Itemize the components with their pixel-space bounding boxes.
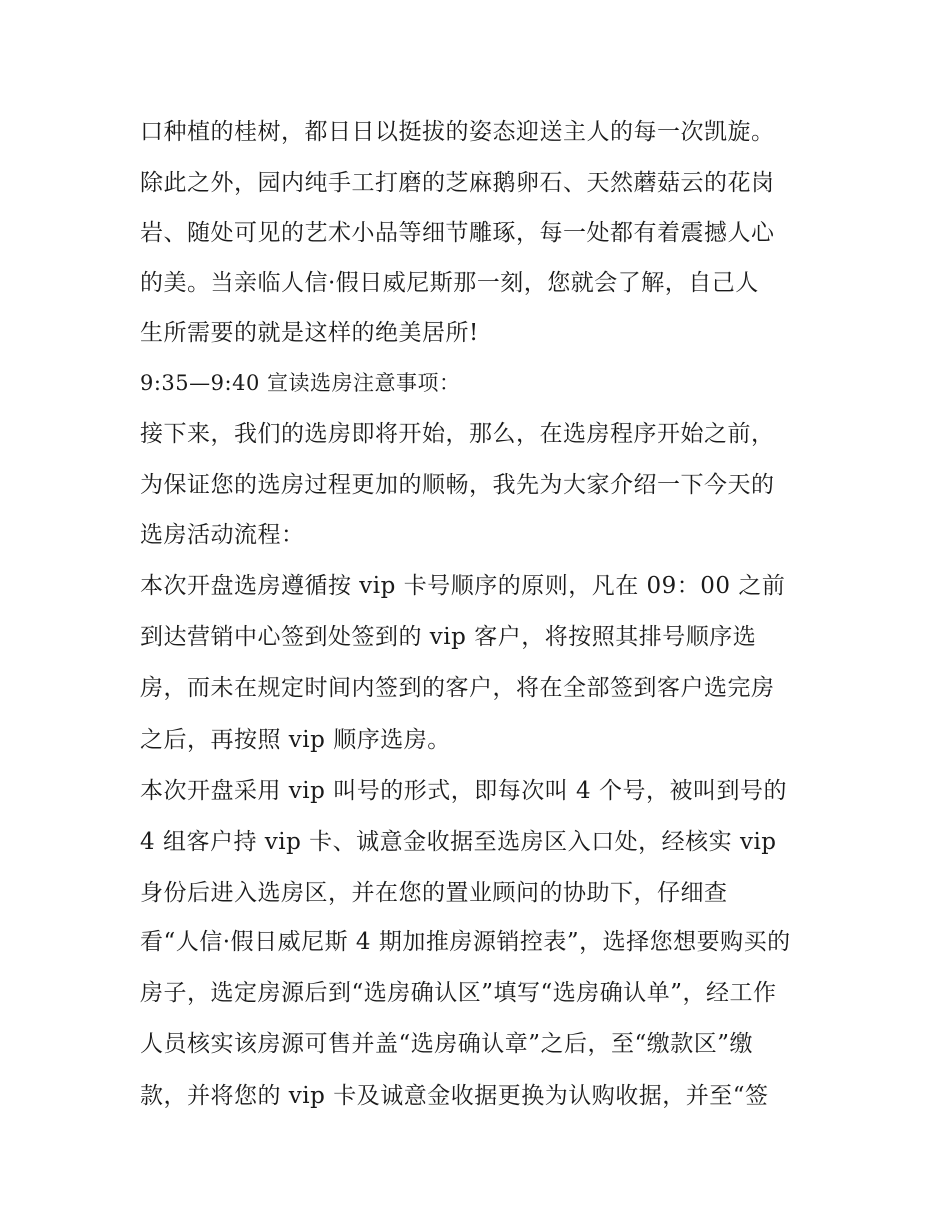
text-line: 选房活动流程： [140, 522, 305, 548]
text-line: 除此之外，园内纯手工打磨的芝麻鹅卵石、天然蘑菇云的花岗 [140, 170, 775, 196]
text-line: 房，而未在规定时间内签到的客户，将在全部签到客户选完房 [140, 675, 775, 701]
text-line: 看“人信·假日威尼斯 4 期加推房源销控表”，选择您想要购买的 [140, 929, 791, 955]
text-line: 本次开盘采用 vip 叫号的形式，即每次叫 4 个号，被叫到号的 [140, 778, 787, 804]
text-line: 人员核实该房源可售并盖“选房确认章”之后，至“缴款区”缴 [140, 1031, 754, 1057]
text-line: 生所需要的就是这样的绝美居所! [140, 320, 479, 346]
text-line: 接下来，我们的选房即将开始，那么，在选房程序开始之前， [140, 421, 775, 447]
text-line: 口种植的桂树，都日日以挺拔的姿态迎送主人的每一次凯旋。 [140, 119, 775, 145]
text-line: 款，并将您的 vip 卡及诚意金收据更换为认购收据，并至“签 [140, 1083, 769, 1109]
text-line: 本次开盘选房遵循按 vip 卡号顺序的原则，凡在 09：00 之前 [140, 573, 786, 599]
text-line: 身份后进入选房区，并在您的置业顾问的协助下，仔细查 [140, 880, 728, 906]
text-line: 的美。当亲临人信·假日威尼斯那一刻，您就会了解，自己人 [140, 270, 759, 296]
text-line: 房子，选定房源后到“选房确认区”填写“选房确认单”，经工作 [140, 980, 777, 1006]
text-line: 之后，再按照 vip 顺序选房。 [140, 727, 451, 753]
section-heading: 9:35—9:40 宣读选房注意事项： [140, 371, 461, 395]
text-line: 为保证您的选房过程更加的顺畅，我先为大家介绍一下今天的 [140, 472, 775, 498]
text-line: 4 组客户持 vip 卡、诚意金收据至选房区入口处，经核实 vip [140, 829, 777, 855]
text-line: 到达营销中心签到处签到的 vip 客户，将按照其排号顺序选 [140, 624, 757, 650]
text-line: 岩、随处可见的艺术小品等细节雕琢，每一处都有着震撼人心 [140, 220, 775, 246]
